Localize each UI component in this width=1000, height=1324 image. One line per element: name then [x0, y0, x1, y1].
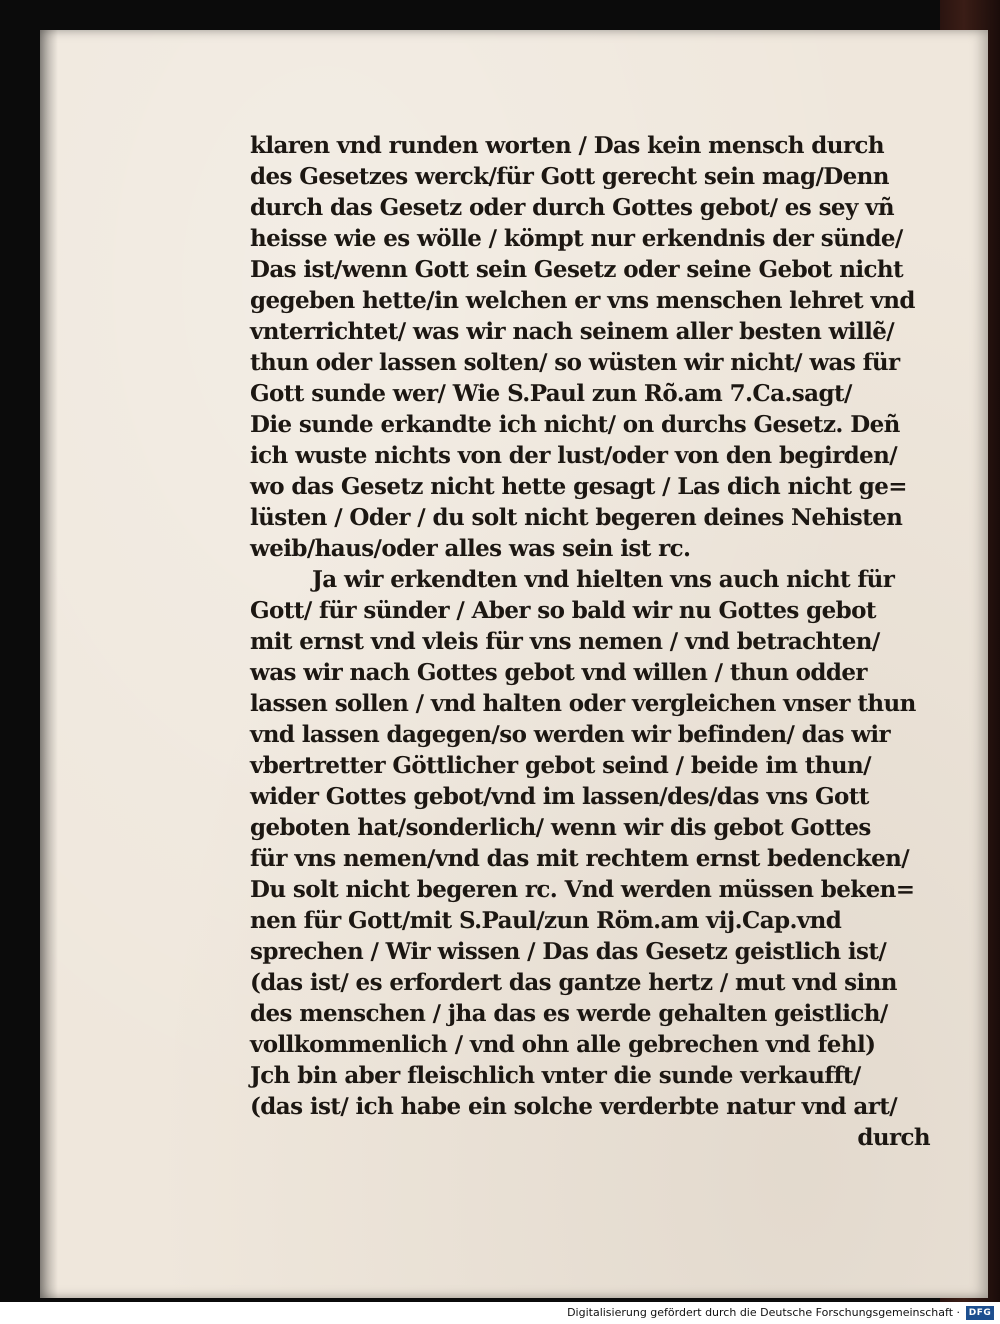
- text-line: vbertretter Göttlicher gebot seind / beide im thun/: [250, 752, 871, 779]
- text-line: sprechen / Wir wissen / Das das Gesetz geistlich ist/: [250, 938, 887, 965]
- page-gutter-shadow: [40, 30, 58, 1298]
- text-line: wo das Gesetz nicht hette gesagt / Las dich nicht ge=: [250, 473, 907, 500]
- text-line: nen für Gott/mit S.Paul/zun Röm.am vij.Cap.vnd: [250, 907, 842, 934]
- text-line: gegeben hette/in welchen er vns menschen lehret vnd: [250, 287, 915, 314]
- text-line: thun oder lassen solten/ so wüsten wir nicht/ was für: [250, 349, 900, 376]
- text-line: vnd lassen dagegen/so werden wir befinden/ das wir: [250, 721, 891, 748]
- digitization-footer: [0, 1302, 1000, 1324]
- footer-credit: Digitalisierung gefördert durch die Deutsche Forschungsgemeinschaft ·: [567, 1306, 960, 1319]
- text-line: Gott sunde wer/ Wie S.Paul zun Rõ.am 7.Ca.sagt/: [250, 380, 852, 407]
- text-line: durch das Gesetz oder durch Gottes gebot/ es sey vñ: [250, 194, 895, 221]
- text-line: Das ist/wenn Gott sein Gesetz oder seine Gebot nicht: [250, 256, 904, 283]
- paragraph-start-line: Ja wir erkendten vnd hielten vns auch nicht für: [312, 566, 895, 593]
- text-line: klaren vnd runden worten / Das kein mensch durch: [250, 132, 884, 159]
- text-line: für vns nemen/vnd das mit rechtem ernst bedencken/: [250, 845, 910, 872]
- text-line: Gott/ für sünder / Aber so bald wir nu Gottes gebot: [250, 597, 876, 624]
- text-line: ich wuste nichts von der lust/oder von den begirden/: [250, 442, 898, 469]
- text-line: (das ist/ ich habe ein solche verderbte natur vnd art/: [250, 1093, 898, 1120]
- dfg-logo-icon: DFG: [966, 1306, 994, 1320]
- text-line: Du solt nicht begeren rc. Vnd werden müssen beken=: [250, 876, 915, 903]
- text-line: (das ist/ es erfordert das gantze hertz / mut vnd sinn: [250, 969, 897, 996]
- text-line: wider Gottes gebot/vnd im lassen/des/das vns Gott: [250, 783, 869, 810]
- text-line: des Gesetzes werck/für Gott gerecht sein mag/Denn: [250, 163, 889, 190]
- page-text-block: [250, 130, 930, 1153]
- text-line: vnterrichtet/ was wir nach seinem aller besten willẽ/: [250, 318, 895, 345]
- text-line: lüsten / Oder / du solt nicht begeren deines Nehisten: [250, 504, 903, 531]
- text-line: Die sunde erkandte ich nicht/ on durchs Gesetz. Deñ: [250, 411, 900, 438]
- text-line: mit ernst vnd vleis für vns nemen / vnd betrachten/: [250, 628, 880, 655]
- catchword: durch: [857, 1124, 930, 1151]
- text-line: vollkommenlich / vnd ohn alle gebrechen vnd fehl): [250, 1031, 876, 1058]
- text-line: lassen sollen / vnd halten oder vergleichen vnser thun: [250, 690, 916, 717]
- text-line: weib/haus/oder alles was sein ist rc.: [250, 535, 691, 562]
- text-line: heisse wie es wölle / kömpt nur erkendnis der sünde/: [250, 225, 903, 252]
- text-line: was wir nach Gottes gebot vnd willen / thun odder: [250, 659, 867, 686]
- text-line: geboten hat/sonderlich/ wenn wir dis gebot Gottes: [250, 814, 871, 841]
- text-line: des menschen / jha das es werde gehalten geistlich/: [250, 1000, 888, 1027]
- text-line: Jch bin aber fleischlich vnter die sunde verkaufft/: [250, 1062, 861, 1089]
